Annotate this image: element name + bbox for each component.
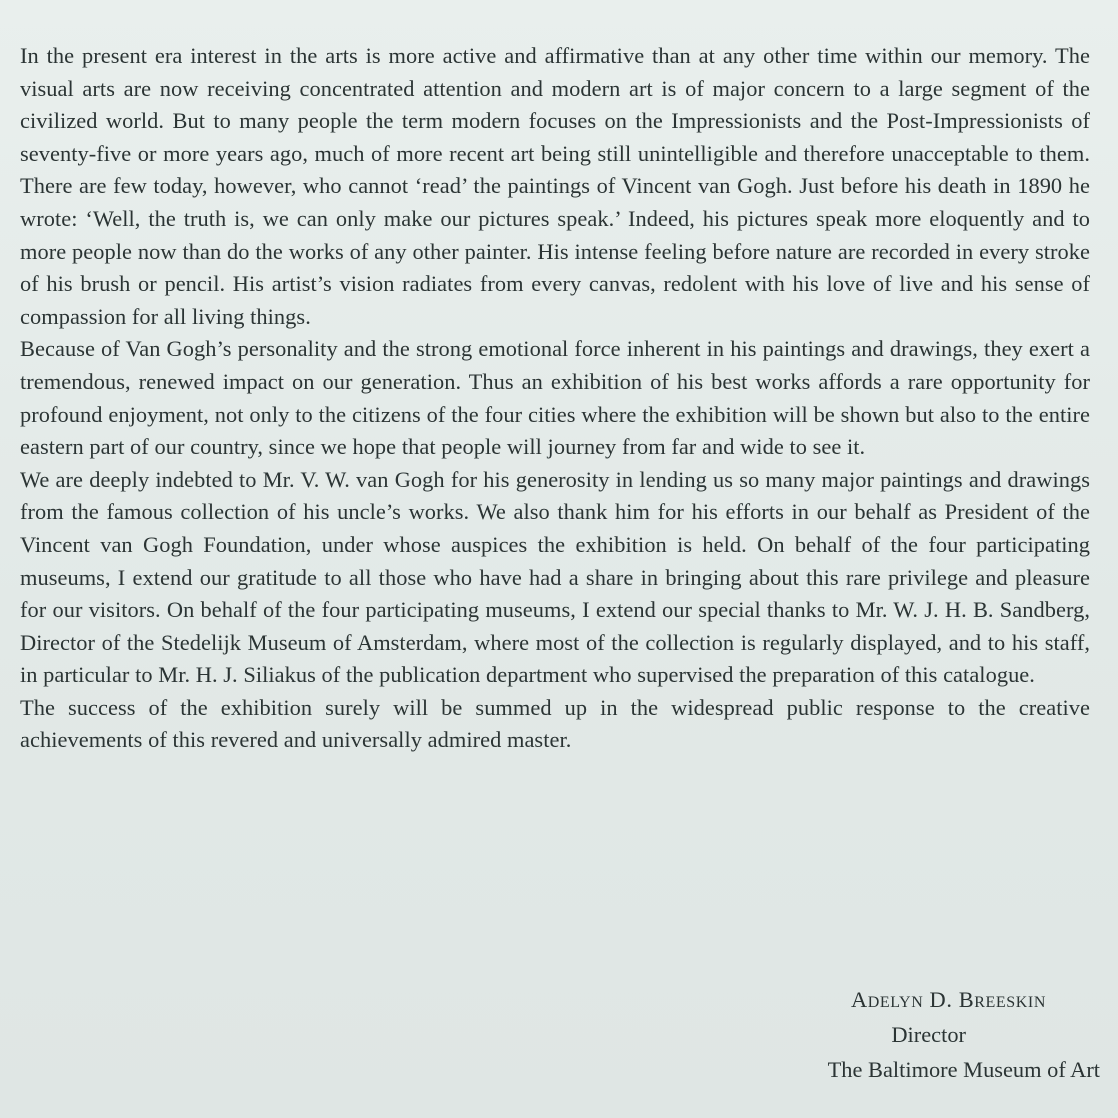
paragraph-3: We are deeply indebted to Mr. V. W. van Gogh for his generosity in lending us so many major paintings and drawings from the famous collection of his uncle’s works. We also thank him for his efforts in our behalf as President of the Vincent van Gogh Foundation, under whose auspices the exhibition is held. On behalf of the four participating museums, I extend our gratitude to all those who have had a share in bringing about this rare privilege and pleasure for our visitors. On behalf of the four participating museums, I extend our special thanks to Mr. W. J. H. B. Sandberg, Director of the Stedelijk Museum of Amsterdam, where most of the collection is regularly displayed, and to his staff, in particular to Mr. H. J. Siliakus of the publication department who supervised the preparation of this catalogue. (20, 466, 1090, 688)
paragraph-1: In the present era interest in the arts is more active and affirmative than at any other time within our memory. The visual arts are now receiving concentrated attention and modern art is of major concern to a large segment of the civilized world. But to many people the term modern focuses on the Impressionists and the Post-Impressionists of seventy-five or more years ago, much of more recent art being still unintelligible and therefore unacceptable to them. There are few today, however, who cannot ‘read’ the paintings of Vincent van Gogh. Just before his death in 1890 he wrote: ‘Well, the truth is, we can only make our pictures speak.’ Indeed, his pictures speak more eloquently and to more people now than do the works of any other painter. His intense feeling before nature are recorded in every stroke of his brush or pencil. His artist’s vision radiates from every canvas, redolent with his love of live and his sense of compassion for all living things. (20, 43, 1090, 329)
signatory-title: Director (891, 1022, 966, 1047)
signatory-organization: The Baltimore Museum of Art (827, 1057, 1100, 1082)
body-text (20, 40, 1090, 757)
paragraph-4: The success of the exhibition surely will be summed up in the widespread public response to the creative achievements of this revered and universally admired master. (20, 694, 1090, 753)
paragraph-2: Because of Van Gogh’s personality and the strong emotional force inherent in his paintings and drawings, they exert a tremendous, renewed impact on our generation. Thus an exhibition of his best works affords a rare opportunity for profound enjoyment, not only to the citizens of the four cities where the exhibition will be shown but also to the entire eastern part of our country, since we hope that people will journey from far and wide to see it. (20, 336, 1090, 460)
signatory-name: Adelyn D. Breeskin (850, 987, 1046, 1012)
signature-block (680, 982, 1100, 1087)
